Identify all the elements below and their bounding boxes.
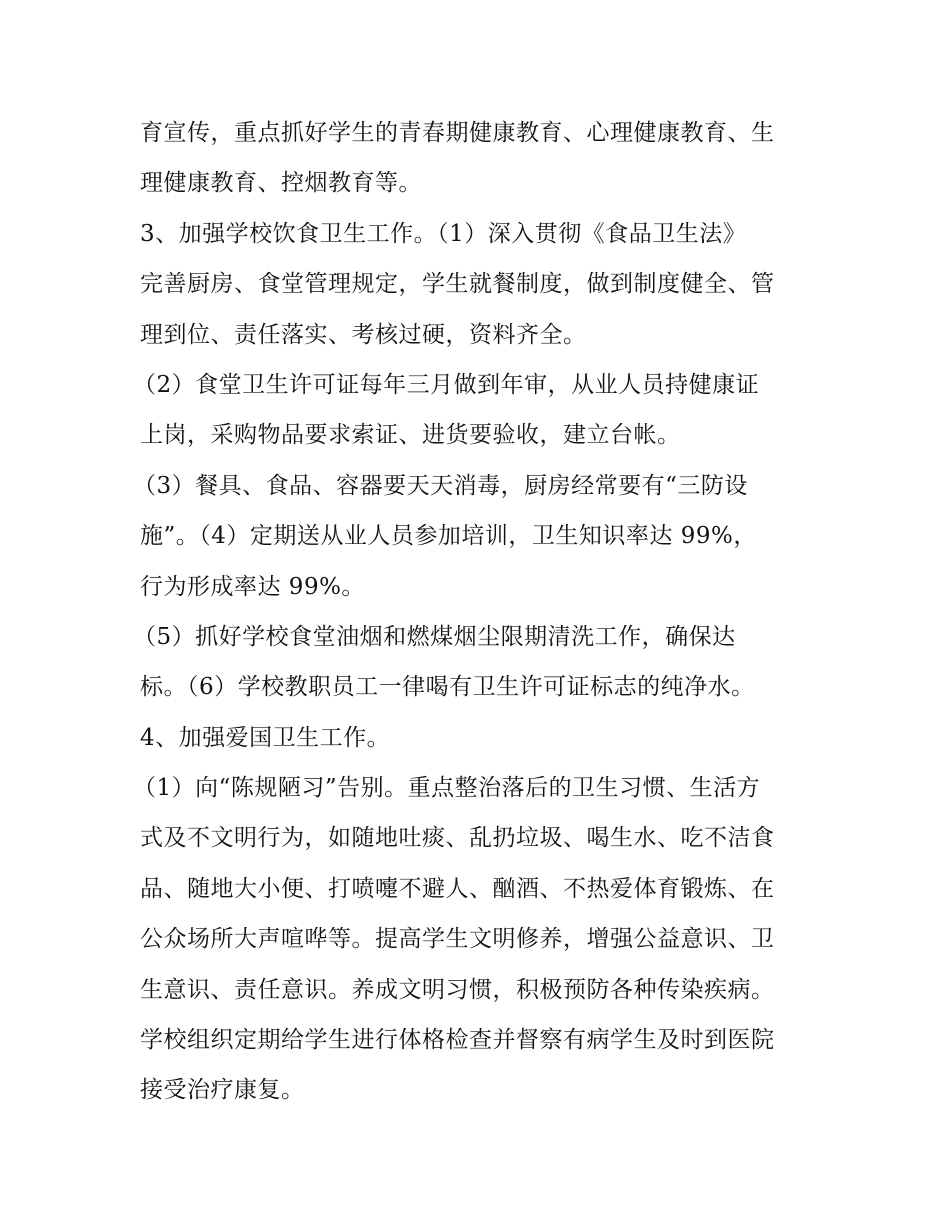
text-line: 上岗，采购物品要求索证、进货要验收，建立台帐。 bbox=[140, 422, 681, 449]
text-line: 完善厨房、食堂管理规定，学生就餐制度，做到制度健全、管 bbox=[140, 271, 775, 298]
text-line: 施”。（4）定期送从业人员参加培训，卫生知识率达 99%， bbox=[140, 523, 757, 550]
text-line: 理健康教育、控烟教育等。 bbox=[140, 170, 422, 197]
text-line: 式及不文明行为，如随地吐痰、乱扔垃圾、喝生水、吃不洁食 bbox=[140, 825, 775, 852]
text-line: 生意识、责任意识。养成文明习惯，积极预防各种传染疾病。 bbox=[140, 976, 775, 1003]
text-line: （5）抓好学校食堂油烟和燃煤烟尘限期清洗工作，确保达 bbox=[133, 623, 736, 650]
text-line: 公众场所大声喧哗等。提高学生文明修养，增强公益意识、卫 bbox=[140, 926, 775, 953]
text-line: 品、随地大小便、打喷嚏不避人、酗酒、不热爱体育锻炼、在 bbox=[140, 875, 775, 902]
text-line: 育宣传，重点抓好学生的青春期健康教育、心理健康教育、生 bbox=[140, 120, 775, 146]
text-line: （3）餐具、食品、容器要天天消毒，厨房经常要有“三防设 bbox=[133, 472, 748, 499]
text-line: 3、加强学校饮食卫生工作。（1）深入贯彻《食品卫生法》 bbox=[140, 220, 747, 247]
text-line: （1）向“陈规陋习”告别。重点整治落后的卫生习惯、生活方 bbox=[133, 775, 761, 802]
text-line: 行为形成率达 99%。 bbox=[140, 573, 365, 600]
text-line: （2）食堂卫生许可证每年三月做到年审，从业人员持健康证 bbox=[133, 371, 760, 398]
text-line: 学校组织定期给学生进行体格检查并督察有病学生及时到医院 bbox=[140, 1027, 775, 1054]
text-line: 标。（6）学校教职员工一律喝有卫生许可证标志的纯净水。 bbox=[140, 674, 755, 701]
document-body bbox=[133, 108, 820, 1116]
text-line: 4、加强爱国卫生工作。 bbox=[140, 724, 391, 751]
text-line: 理到位、责任落实、考核过硬，资料齐全。 bbox=[140, 321, 587, 348]
text-line: 接受治疗康复。 bbox=[140, 1077, 305, 1104]
